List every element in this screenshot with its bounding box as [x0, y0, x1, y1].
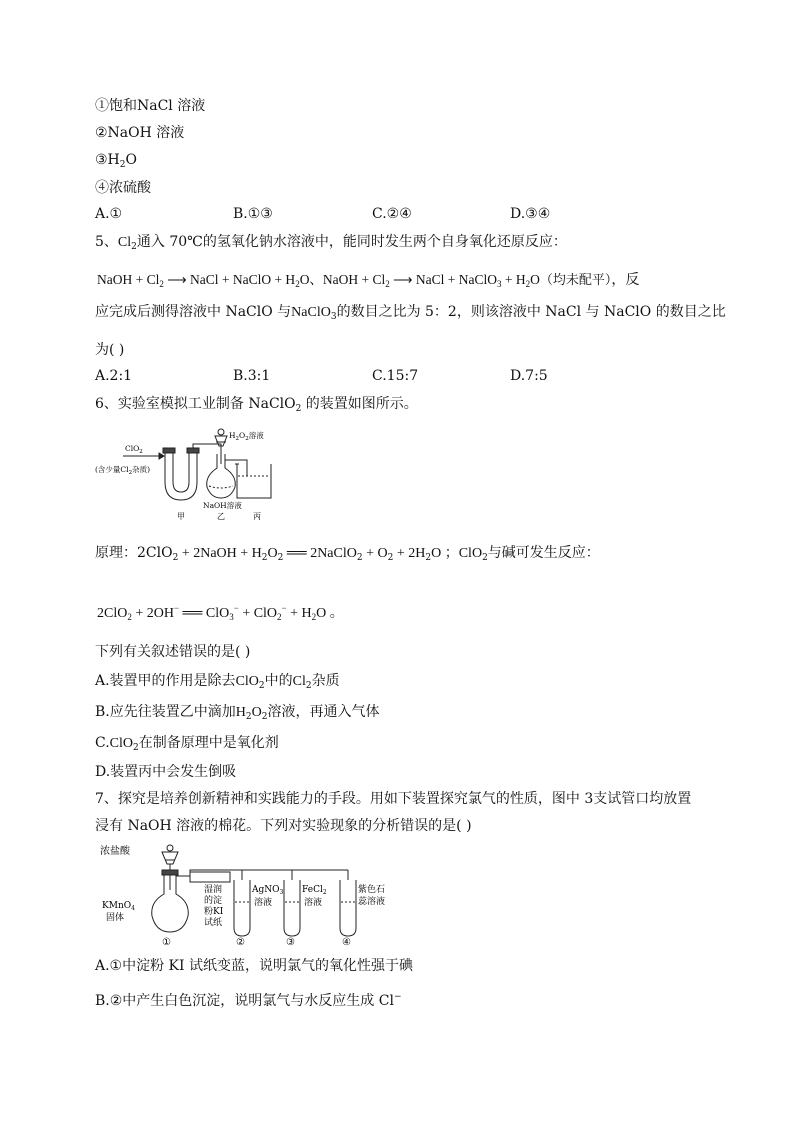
q4-answer-a: A.①: [95, 206, 123, 222]
fig2-kmno4-solid: 固体: [106, 913, 125, 923]
q5-equations: NaOH + $Cl_2$ ⟶ NaCl + NaClO + $H_2O$、NaOH + $Cl_2$ ⟶ NaCl + NaClO$_3$ + $H_2O$（均未配平），反: [97, 272, 640, 289]
fig2-num-3: ③: [286, 937, 295, 948]
fig1-jia-label: 甲: [177, 512, 185, 521]
fig2-ki-line3: 粉KI: [204, 907, 224, 917]
q4-answer-c: C.②④: [372, 206, 412, 222]
fig2-agno3-label: AgNO$_3$: [252, 885, 284, 896]
q4-option-3: $③H_2O$: [95, 152, 137, 170]
fig1-impurity-label: (含少量$Cl_2$杂质): [95, 465, 151, 476]
q4-option-4: ④浓硫酸: [95, 180, 151, 196]
fig2-kmno4-label: KMnO$_4$: [102, 901, 135, 912]
fig2-hcl-label: 浓盐酸: [100, 846, 130, 857]
fig1-yi-label: 乙: [217, 512, 225, 521]
q6-option-a: A.装置甲的作用是除去ClO$_2$中的$Cl_2$杂质: [95, 673, 340, 691]
q7-option-a: A.①中淀粉 KI 试纸变蓝，说明氯气的氧化性强于碘: [95, 958, 413, 974]
q6-principle: 原理：2ClO$_2$ + 2NaOH + $H_2O_2$ ══ 2NaClO$_2$ + $O_2 + 2H_2O$ ；ClO$_2$与碱可发生反应：: [95, 545, 600, 563]
q4-option-2: ②NaOH 溶液: [95, 125, 185, 141]
fig1-naoh-label: NaOH溶液: [203, 501, 242, 510]
q6-reaction: 2ClO$_2$ + 2OH− ══ $ClO_3^- + ClO_2^- + H_2O$ 。: [97, 603, 344, 622]
apparatus-figure-1: [95, 424, 285, 522]
fig1-h2o2-label: $H_2O_2$溶液: [229, 431, 264, 442]
q6-option-c: C.ClO$_2$在制备原理中是氧化剂: [95, 735, 279, 753]
fig2-ki-line2: 的淀: [204, 896, 223, 906]
fig2-fecl2-solution: 溶液: [304, 898, 323, 908]
fig2-fecl2-label: FeCl$_2$: [302, 885, 327, 896]
fig2-num-2: ②: [236, 937, 245, 948]
fig2-litmus-line1: 紫色石: [358, 885, 386, 895]
q5-stem: 5、$Cl_2$通入 70℃的氢氧化钠水溶液中，能同时发生两个自身氧化还原反应：: [95, 234, 567, 252]
q6-option-d: D.装置丙中会发生倒吸: [95, 764, 237, 780]
q5-answer-b: B.3:1: [233, 368, 271, 384]
q7-stem-line2: 浸有 NaOH 溶液的棉花。下列对实验现象的分析错误的是( ): [95, 818, 472, 834]
q5-answer-c: C.15:7: [372, 368, 419, 384]
fig1-bing-label: 丙: [253, 512, 261, 521]
fig2-litmus-line2: 蕊溶液: [358, 897, 386, 907]
q6-option-b: B.应先往装置乙中滴加$H_2O_2$溶液，再通入气体: [95, 704, 380, 722]
q5-line4: 为( ): [95, 342, 125, 358]
fig2-num-4: ④: [342, 937, 351, 948]
fig2-agno3-solution: 溶液: [254, 898, 273, 908]
q4-option-1: ①饱和NaCl 溶液: [95, 98, 206, 114]
q6-question: 下列有关叙述错误的是( ): [95, 644, 251, 660]
apparatus-figure-2: [100, 842, 400, 948]
fig1-gas-label: ClO$_2$: [125, 444, 143, 455]
q4-answer-d: D.③④: [510, 206, 551, 222]
q4-answer-b: B.①③: [233, 206, 273, 222]
q5-answer-a: A.2:1: [95, 368, 133, 384]
fig2-num-1: ①: [162, 937, 171, 948]
q7-stem-line1: 7、探究是培养创新精神和实践能力的手段。用如下装置探究氯气的性质，图中 3支试管口均放置: [95, 791, 692, 807]
q6-stem: 6、实验室模拟工业制备 NaClO$_2$ 的装置如图所示。: [95, 396, 418, 414]
fig2-ki-line1: 湿润: [204, 885, 223, 895]
q7-option-b: B.②中产生白色沉淀，说明氯气与水反应生成 Cl−: [95, 992, 402, 1009]
q5-line3: 应完成后测得溶液中 NaClO 与NaClO$_3$的数目之比为 5：2，则该溶液中 NaCl 与 NaClO 的数目之比: [95, 304, 726, 322]
fig2-ki-line4: 试纸: [204, 918, 223, 928]
q5-answer-d: D.7:5: [510, 368, 548, 384]
